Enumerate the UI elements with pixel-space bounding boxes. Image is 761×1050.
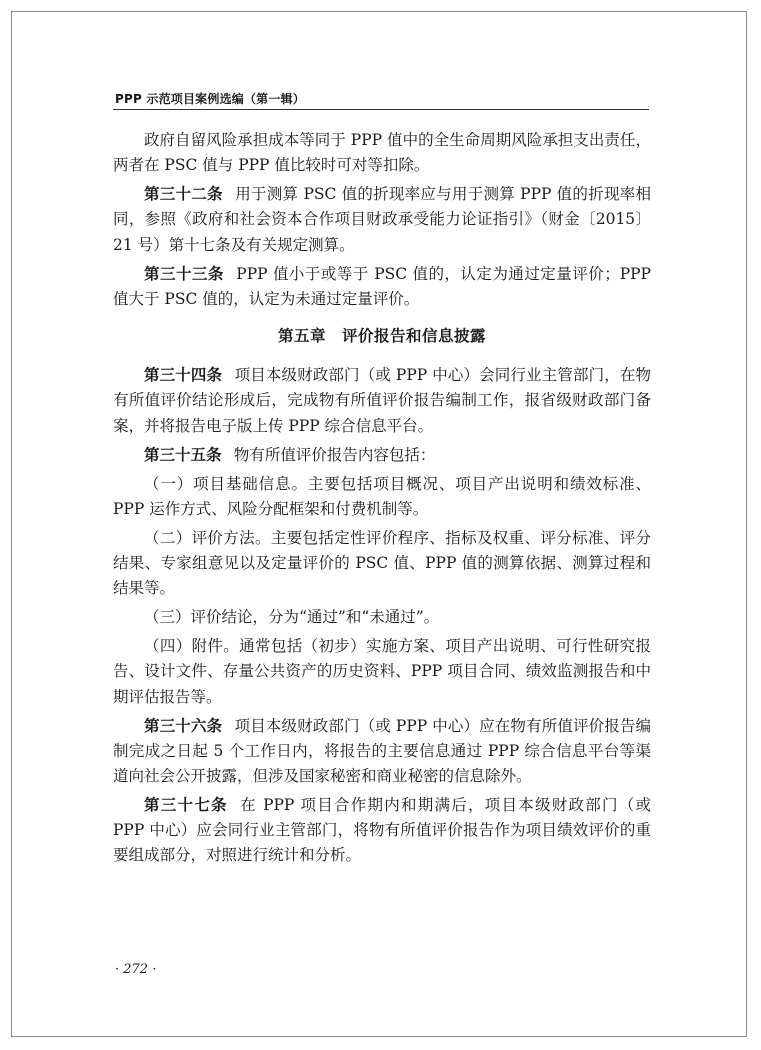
header-rule: [113, 109, 649, 110]
chapter-title: 第五章 评价报告和信息披露: [277, 327, 486, 346]
list-item: （三）评价结论，分为“通过”和“未通过”。: [144, 608, 440, 627]
article-label: 第三十二条: [144, 185, 223, 204]
article-text: 在 PPP 项目合作期内和期满后，项目本级财政部门（或 PPP 中心）应会同行业主管部门，将物有所值评价报告作为项目绩效评价的重要组成部分，对照进行统计和分析。: [113, 796, 651, 865]
article-text: 项目本级财政部门（或 PPP 中心）应在物有所值评价报告编制完成之日起 5 个工作日内，将报告的主要信息通过 PPP 综合信息平台等渠道向社会公开披露，但涉及国家秘密和商业秘密的信息除外。: [113, 716, 651, 786]
list-item: （二）评价方法。主要包括定性评价程序、指标及权重、评分标准、评分结果、专家组意见以及定量评价的 PSC 值、PPP 值的测算依据、测算过程和结果等。: [113, 528, 651, 598]
list-item: （一）项目基础信息。主要包括项目概况、项目产出说明和绩效标准、PPP 运作方式、风险分配框架和付费机制等。: [113, 474, 651, 518]
article-35: [113, 443, 651, 468]
article-label: 第三十七条: [144, 796, 228, 815]
article-label: 第三十三条: [144, 264, 224, 283]
article-label: 第三十六条: [144, 716, 223, 735]
article-36: [113, 714, 651, 790]
article-label: 第三十四条: [144, 366, 223, 385]
page-body: [113, 128, 651, 872]
article-text: PPP 值小于或等于 PSC 值的，认定为通过定量评价；PPP 值大于 PSC 值的，认定为未通过定量评价。: [113, 264, 651, 308]
article-33: [113, 262, 651, 312]
article-text: 物有所值评价报告内容包括：: [233, 445, 436, 464]
article-text: 用于测算 PSC 值的折现率应与用于测算 PPP 值的折现率相同，参照《政府和社会资本合作项目财政承受能力论证指引》（财金〔2015〕21 号）第十七条及有关规定测算。: [113, 185, 651, 254]
list-item: （四）附件。通常包括（初步）实施方案、项目产出说明、可行性研究报告、设计文件、存量公共资产的历史资料、PPP 项目合同、绩效监测报告和中期评估报告等。: [113, 637, 651, 706]
running-header: PPP 示范项目案例选编（第一辑）: [115, 92, 305, 106]
article-label: 第三十五条: [144, 445, 222, 464]
article-37: [113, 793, 651, 869]
article-32: [113, 182, 651, 258]
article-text: 项目本级财政部门（或 PPP 中心）会同行业主管部门，在物有所值评价结论形成后，完成物有所值评价报告编制工作，报省级财政部门备案，并将报告电子版上传 PPP 综合信息平台。: [113, 366, 651, 435]
article-34: [113, 363, 651, 439]
paragraph: 政府自留风险承担成本等同于 PPP 值中的全生命周期风险承担支出责任，两者在 PSC 值与 PPP 值比较时可对等扣除。: [113, 131, 651, 175]
page-number: · 272 ·: [115, 962, 157, 977]
